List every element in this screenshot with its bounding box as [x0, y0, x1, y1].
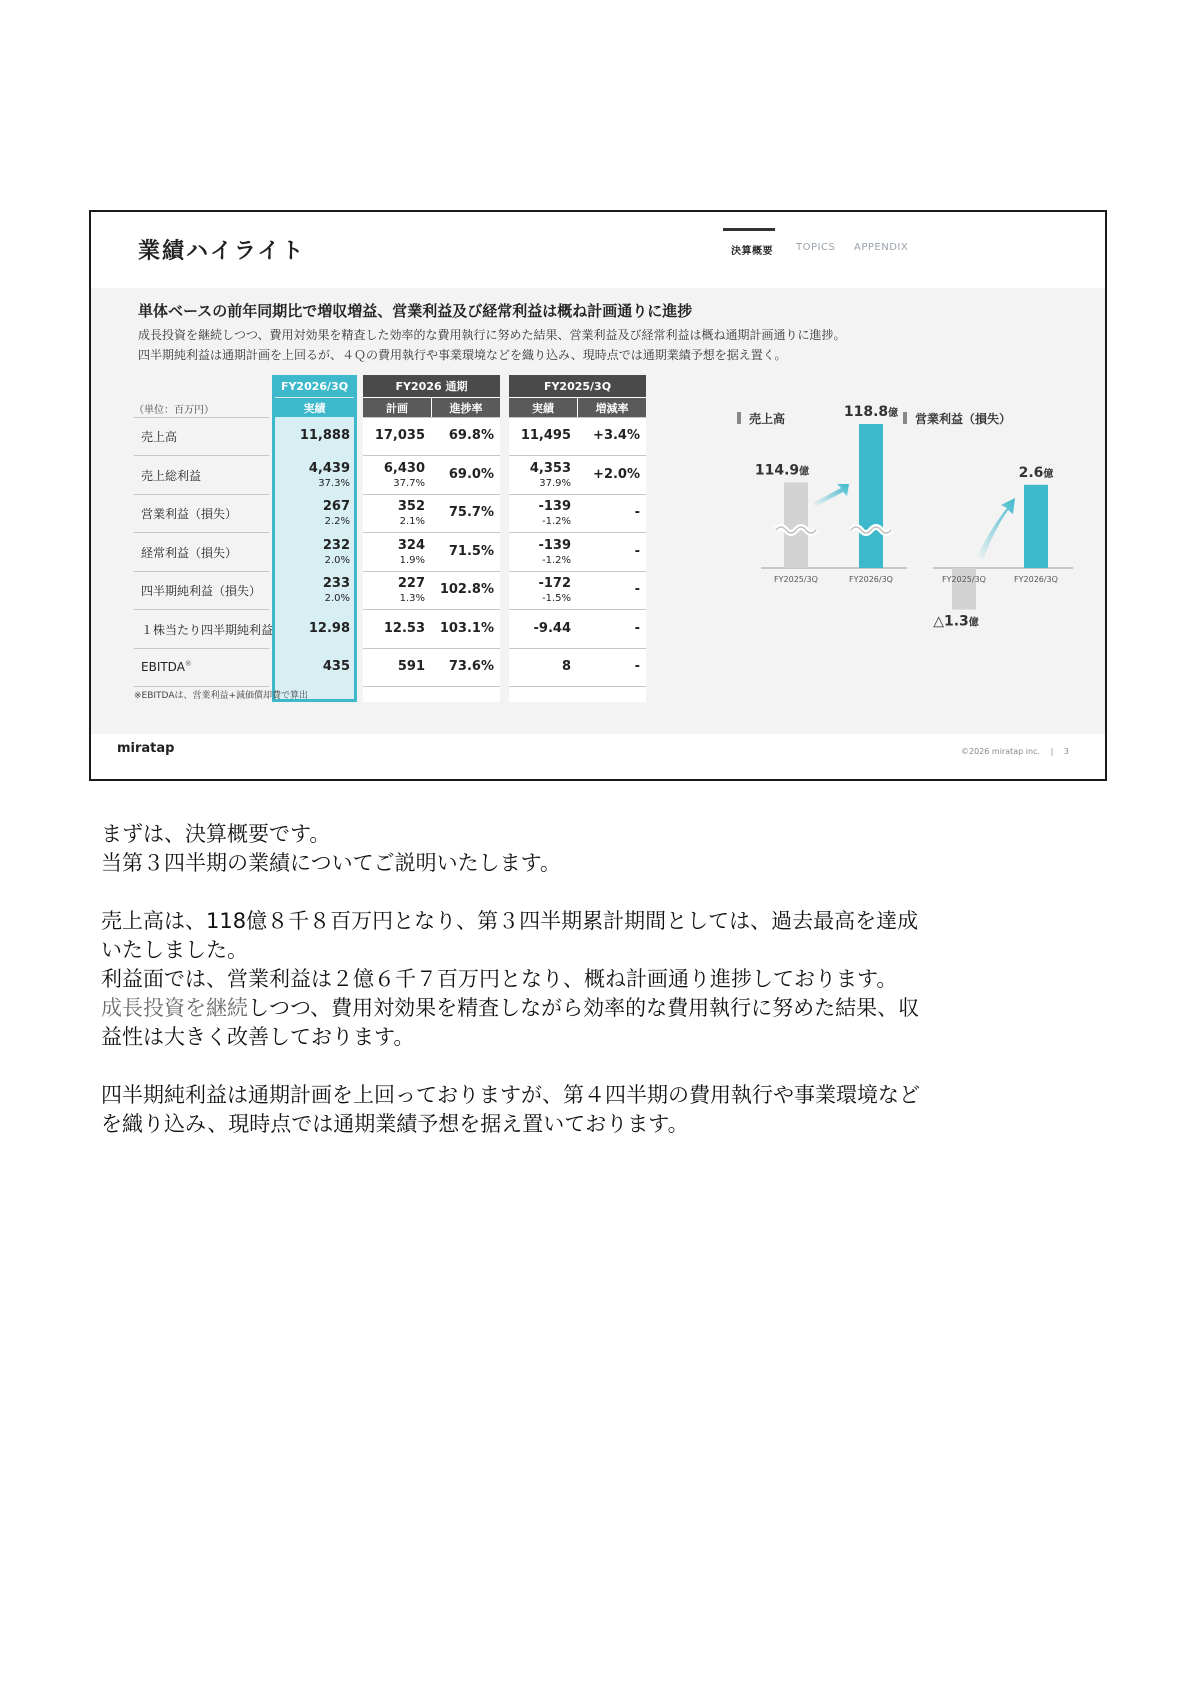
- x-tick-sales-1: FY2026/3Q: [849, 575, 893, 584]
- cell-plan-rate: 1.9%: [399, 554, 425, 566]
- row-label: 売上高: [141, 430, 178, 444]
- cell-change: -: [634, 620, 640, 636]
- cell-actual: 233: [322, 576, 350, 591]
- chart-title-sales-text: 売上高: [749, 412, 786, 426]
- narration-line: まずは、決算概要です。: [101, 822, 331, 846]
- muted-text: 成長投資を継続: [101, 996, 248, 1020]
- x-tick-op-1: FY2026/3Q: [1014, 575, 1058, 584]
- cell-change: +3.4%: [593, 428, 640, 443]
- row-label: 経常利益（損失）: [141, 545, 238, 560]
- row-label: EBITDA※: [141, 659, 192, 674]
- narration-line: 益性は大きく改善しております。: [101, 1025, 415, 1049]
- x-tick-sales-0: FY2025/3Q: [774, 575, 818, 584]
- row-divider: [363, 609, 500, 610]
- cell-actual-rate: 2.0%: [324, 554, 350, 566]
- row-divider: [363, 455, 500, 456]
- cell-progress: 102.8%: [439, 582, 494, 597]
- subheader-change: 増減率: [578, 398, 646, 417]
- narration-line: いたしました。: [101, 938, 248, 962]
- active-tab-indicator: [723, 228, 775, 231]
- cell-change: -: [634, 659, 640, 674]
- cell-actual-rate: 2.2%: [324, 516, 350, 527]
- group-header-plan: FY2026 通期: [363, 375, 500, 397]
- table-note: ※EBITDAは、営業利益+減価償却費で算出: [134, 691, 309, 701]
- growth-arrow-icon: [977, 498, 1015, 560]
- cell-plan: 591: [397, 659, 425, 674]
- bar-sales-1: [859, 424, 883, 568]
- row-label: 営業利益（損失）: [141, 507, 238, 521]
- slide: [89, 210, 1107, 781]
- subheader-progress: 進捗率: [432, 398, 500, 417]
- chart-title-op: [903, 410, 1011, 427]
- cell-prev: -9.44: [533, 620, 571, 636]
- cell-progress: 75.7%: [448, 505, 494, 520]
- row-divider: [509, 648, 646, 649]
- title-marker-icon: [737, 412, 741, 424]
- cell-plan-rate: 1.3%: [399, 593, 425, 604]
- row-divider: [509, 686, 646, 687]
- tab-summary[interactable]: 決算概要: [731, 246, 773, 257]
- cell-prev: 11,495: [520, 428, 571, 443]
- footer-separator: |: [1050, 747, 1054, 756]
- subtext-line-2: 四半期純利益は通期計画を上回るが、４Ｑの費用執行や事業環境などを織り込み、現時点では通期業績予想を据え置く。: [138, 348, 787, 362]
- subheader-prev-actual: 実績: [509, 398, 577, 417]
- row-label: 四半期純利益（損失）: [141, 584, 262, 598]
- footer-logo: miratap: [117, 741, 175, 756]
- paragraph-gap: [101, 878, 1101, 907]
- title-marker-icon: [903, 412, 907, 424]
- cell-progress: 103.1%: [439, 620, 494, 636]
- data-label-op-0: △1.3億: [933, 613, 979, 630]
- group-header-prev: FY2025/3Q: [509, 375, 646, 397]
- cell-actual: 435: [322, 659, 350, 674]
- bar-op-1: [1024, 485, 1048, 568]
- row-divider: [363, 571, 500, 572]
- narration-text: [101, 820, 1101, 1139]
- narration-line: 成長投資を継続しつつ、費用対効果を精査しながら効率的な費用執行に努めた結果、収: [101, 996, 920, 1020]
- chart-title-sales: [737, 410, 785, 427]
- slide-body: [91, 288, 1105, 734]
- data-label-sales-1: 118.8億: [843, 404, 899, 420]
- row-divider: [509, 609, 646, 610]
- cell-plan-rate: 37.7%: [393, 477, 425, 489]
- cell-plan: 17,035: [374, 428, 425, 443]
- subtext-line-1: 成長投資を継続しつつ、費用対効果を精査した効率的な費用執行に努めた結果、営業利益及び経常利益は概ね通期計画通りに進捗。: [138, 328, 846, 342]
- tab-topics[interactable]: TOPICS: [796, 242, 836, 253]
- narration-line: 売上高は、118億８千８百万円となり、第３四半期累計期間としては、過去最高を達成: [101, 909, 919, 933]
- row-divider: [509, 455, 646, 456]
- row-divider: [509, 571, 646, 572]
- cell-change: -: [634, 505, 640, 520]
- row-divider: [134, 532, 269, 533]
- cell-actual-rate: 2.0%: [324, 593, 350, 604]
- cell-change: +2.0%: [593, 466, 640, 482]
- data-label-sales-0: 114.9億: [754, 462, 810, 479]
- cell-prev: 4,353: [529, 460, 571, 476]
- cell-change: -: [634, 582, 640, 597]
- row-divider: [134, 609, 269, 610]
- footer-copyright: [961, 747, 1069, 756]
- growth-arrow-icon: [813, 484, 849, 507]
- row-divider: [134, 494, 269, 495]
- narration-line: を織り込み、現時点では通期業績予想を据え置いております。: [101, 1112, 689, 1136]
- subheader-plan: 計画: [363, 398, 431, 417]
- page-number: 3: [1063, 747, 1069, 756]
- unit-label: （単位：百万円）: [134, 405, 214, 416]
- narration-line: 四半期純利益は通期計画を上回っておりますが、第４四半期の費用執行や事業環境など: [101, 1083, 920, 1107]
- cell-actual: 4,439: [308, 460, 350, 476]
- row-label: 売上総利益: [141, 468, 202, 483]
- x-tick-op-0: FY2025/3Q: [942, 575, 986, 584]
- cell-prev: -139: [538, 499, 571, 514]
- cell-actual-rate: 37.3%: [318, 477, 350, 489]
- cell-progress: 73.6%: [448, 659, 494, 674]
- cell-progress: 69.0%: [448, 466, 494, 482]
- row-divider: [363, 686, 500, 687]
- group-header-current: FY2026/3Q: [272, 375, 357, 397]
- cell-plan: 227: [397, 576, 425, 591]
- cell-prev-rate: -1.5%: [541, 593, 571, 604]
- row-divider: [363, 494, 500, 495]
- row-divider: [134, 686, 269, 687]
- cell-change: -: [634, 543, 640, 559]
- row-divider: [134, 571, 269, 572]
- cell-prev: -139: [538, 537, 571, 553]
- row-divider: [509, 417, 646, 418]
- footnote-mark: ※: [184, 659, 192, 668]
- cell-actual: 12.98: [308, 620, 350, 636]
- narration-line: 当第３四半期の業績についてご説明いたします。: [101, 851, 561, 875]
- cell-actual: 267: [322, 499, 350, 514]
- row-divider: [363, 417, 500, 418]
- cell-plan: 324: [397, 537, 425, 553]
- cell-prev: -172: [538, 576, 571, 591]
- cell-plan: 12.53: [383, 620, 425, 636]
- subheader-actual: 実績: [272, 398, 357, 417]
- cell-actual: 11,888: [299, 428, 350, 443]
- row-divider: [134, 455, 269, 456]
- copyright-text: ©2026 miratap inc.: [961, 747, 1041, 756]
- row-divider: [363, 648, 500, 649]
- cell-prev-rate: 37.9%: [539, 477, 571, 489]
- cell-progress: 71.5%: [448, 543, 494, 559]
- cell-plan-rate: 2.1%: [399, 516, 425, 527]
- chart-title-op-text: 営業利益（損失）: [915, 412, 1012, 426]
- cell-plan: 352: [397, 499, 425, 514]
- narration-line: 利益面では、営業利益は２億６千７百万円となり、概ね計画通り進捗しております。: [101, 967, 898, 991]
- tab-appendix[interactable]: APPENDIX: [854, 242, 909, 253]
- row-divider: [363, 532, 500, 533]
- cell-progress: 69.8%: [448, 428, 494, 443]
- paragraph-gap: [101, 1052, 1101, 1081]
- cell-prev: 8: [561, 659, 571, 674]
- headline: 単体ベースの前年同期比で増収増益、営業利益及び経常利益は概ね計画通りに進捗: [138, 302, 693, 320]
- data-label-op-1: 2.6億: [1018, 464, 1054, 481]
- row-divider: [134, 648, 269, 649]
- row-divider: [509, 494, 646, 495]
- row-label: １株当たり四半期純利益: [141, 622, 274, 637]
- cell-actual: 232: [322, 537, 350, 553]
- row-divider: [509, 532, 646, 533]
- row-divider: [134, 417, 269, 418]
- cell-prev-rate: -1.2%: [541, 516, 571, 527]
- slide-title: 業績ハイライト: [138, 239, 306, 264]
- cell-plan: 6,430: [383, 460, 425, 476]
- cell-prev-rate: -1.2%: [541, 554, 571, 566]
